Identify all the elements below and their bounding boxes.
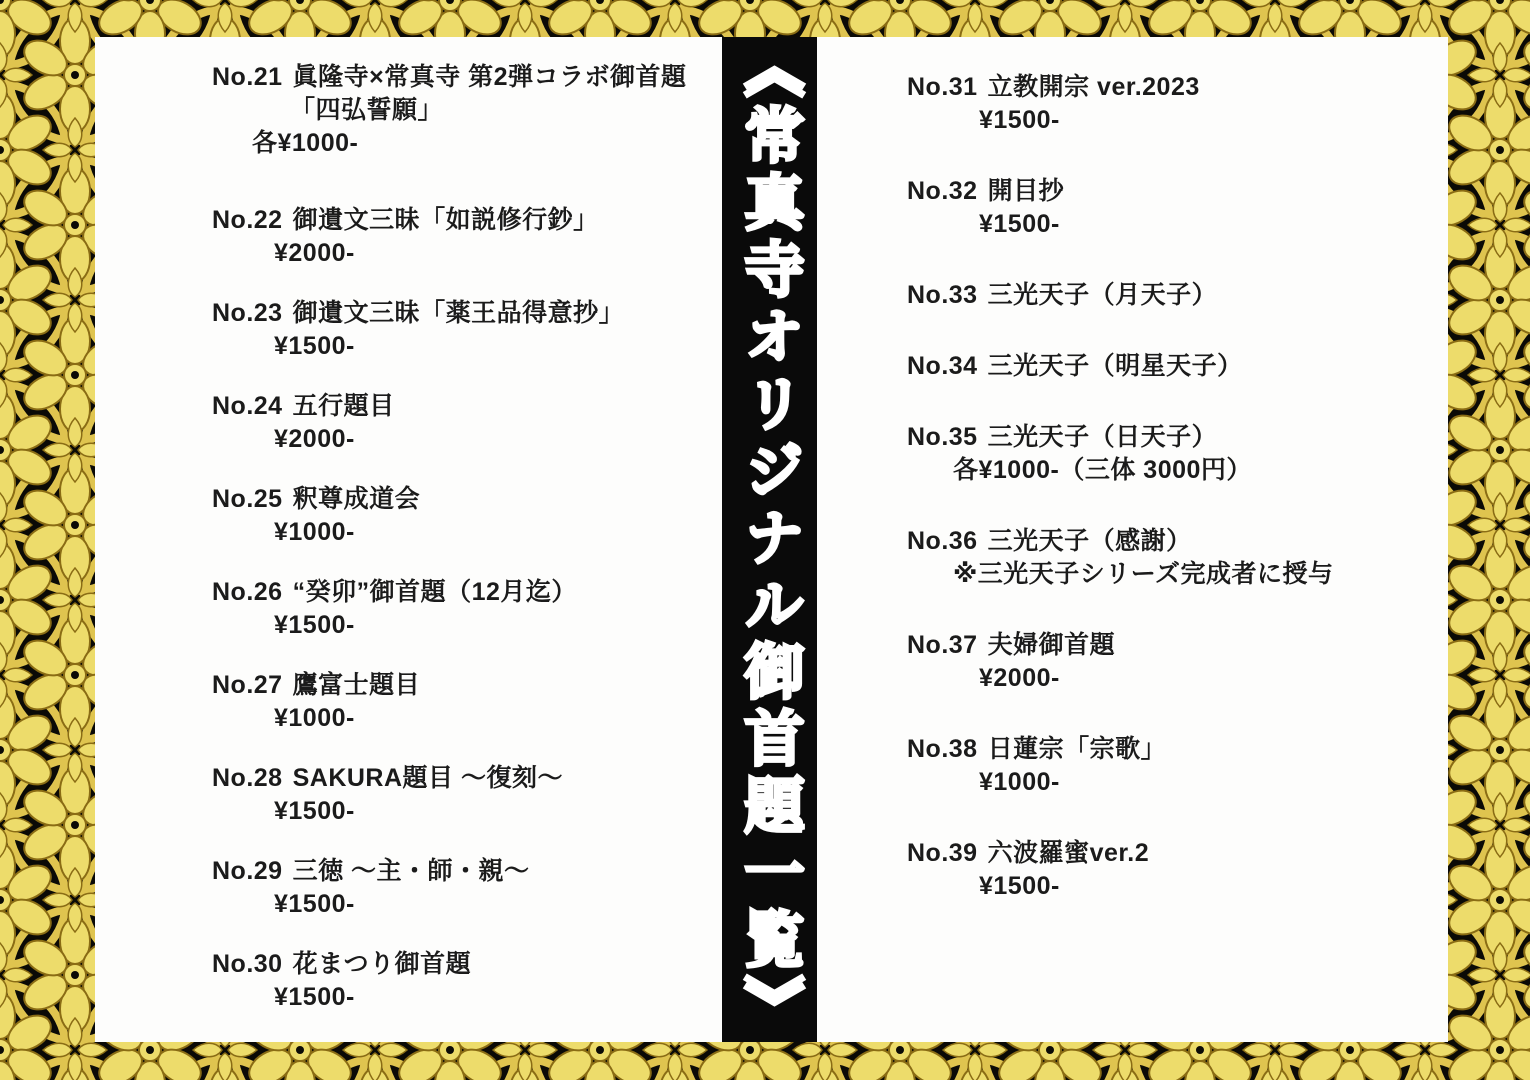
item-name: 三光天子（感謝）	[987, 527, 1192, 555]
item-price: ¥1000-	[979, 768, 1060, 796]
list-item	[212, 855, 722, 921]
list-item	[212, 669, 722, 735]
item-number: No.26	[212, 578, 283, 606]
item-name: SAKURA題目 ～復刻～	[292, 764, 563, 792]
item-number: No.28	[212, 764, 283, 792]
item-number: No.24	[212, 392, 283, 420]
item-price: 各¥1000-	[252, 129, 359, 157]
list-item	[907, 71, 1448, 137]
item-name: 花まつり御首題	[292, 950, 472, 978]
item-name: 釈尊成道会	[292, 485, 421, 513]
item-number: No.25	[212, 485, 283, 513]
item-name: 五行題目	[292, 392, 395, 420]
poster-title: 《常真寺オリジナル御首題一覧》	[736, 37, 804, 1042]
item-price: ¥1500-	[274, 890, 355, 918]
item-note: ※三光天子シリーズ完成者に授与	[953, 560, 1334, 588]
item-name: 六波羅蜜ver.2	[987, 839, 1150, 867]
list-item	[212, 576, 722, 642]
item-name: 御遺文三昧「薬王品得意抄」	[292, 299, 625, 327]
item-price: ¥1500-	[979, 872, 1060, 900]
item-price: ¥1500-	[274, 611, 355, 639]
list-item	[907, 837, 1448, 903]
item-number: No.33	[907, 281, 978, 309]
list-item	[907, 421, 1448, 487]
item-price: ¥1000-	[274, 704, 355, 732]
list-item	[907, 350, 1448, 383]
item-name: 三光天子（明星天子）	[987, 352, 1243, 380]
item-name: 立教開宗 ver.2023	[987, 73, 1200, 101]
spine-banner	[722, 37, 817, 1042]
item-name: 三徳 ～主・師・親～	[292, 857, 530, 885]
list-item	[212, 204, 722, 270]
item-number: No.38	[907, 735, 978, 763]
item-price: ¥1500-	[274, 983, 355, 1011]
item-price: ¥1500-	[979, 106, 1060, 134]
list-item	[907, 525, 1448, 591]
item-price: ¥2000-	[274, 425, 355, 453]
item-number: No.34	[907, 352, 978, 380]
item-name: “癸卯”御首題（12月迄）	[292, 578, 577, 606]
item-number: No.23	[212, 299, 283, 327]
item-price: ¥2000-	[979, 664, 1060, 692]
item-number: No.27	[212, 671, 283, 699]
list-item	[212, 297, 722, 363]
item-number: No.21	[212, 63, 283, 91]
item-name: 開目抄	[987, 177, 1065, 205]
list-item	[212, 948, 722, 1014]
list-item	[212, 483, 722, 549]
left-column	[95, 37, 722, 1042]
item-number: No.22	[212, 206, 283, 234]
item-name: 日蓮宗「宗歌」	[987, 735, 1167, 763]
list-item	[212, 762, 722, 828]
item-number: No.31	[907, 73, 978, 101]
item-number: No.35	[907, 423, 978, 451]
item-number: No.30	[212, 950, 283, 978]
list-item	[907, 175, 1448, 241]
list-item	[212, 390, 722, 456]
item-name: 夫婦御首題	[987, 631, 1116, 659]
item-price: 各¥1000-（三体 3000円）	[953, 456, 1252, 484]
item-name: 鷹富士題目	[292, 671, 421, 699]
item-number: No.39	[907, 839, 978, 867]
list-item	[212, 61, 722, 160]
item-price: ¥1500-	[274, 332, 355, 360]
content-panel	[95, 37, 1448, 1042]
item-number: No.36	[907, 527, 978, 555]
list-item	[907, 279, 1448, 312]
item-price: ¥1500-	[274, 797, 355, 825]
list-item	[907, 629, 1448, 695]
item-subtitle: 「四弘誓願」	[290, 96, 444, 124]
item-price: ¥1000-	[274, 518, 355, 546]
item-name: 三光天子（日天子）	[987, 423, 1218, 451]
item-price: ¥1500-	[979, 210, 1060, 238]
item-name: 御遺文三昧「如説修行鈔」	[292, 206, 599, 234]
item-number: No.37	[907, 631, 978, 659]
right-column	[817, 37, 1448, 1042]
item-name: 眞隆寺×常真寺 第2弾コラボ御首題	[292, 63, 687, 91]
list-item	[907, 733, 1448, 799]
item-name: 三光天子（月天子）	[987, 281, 1218, 309]
item-price: ¥2000-	[274, 239, 355, 267]
item-number: No.32	[907, 177, 978, 205]
item-number: No.29	[212, 857, 283, 885]
